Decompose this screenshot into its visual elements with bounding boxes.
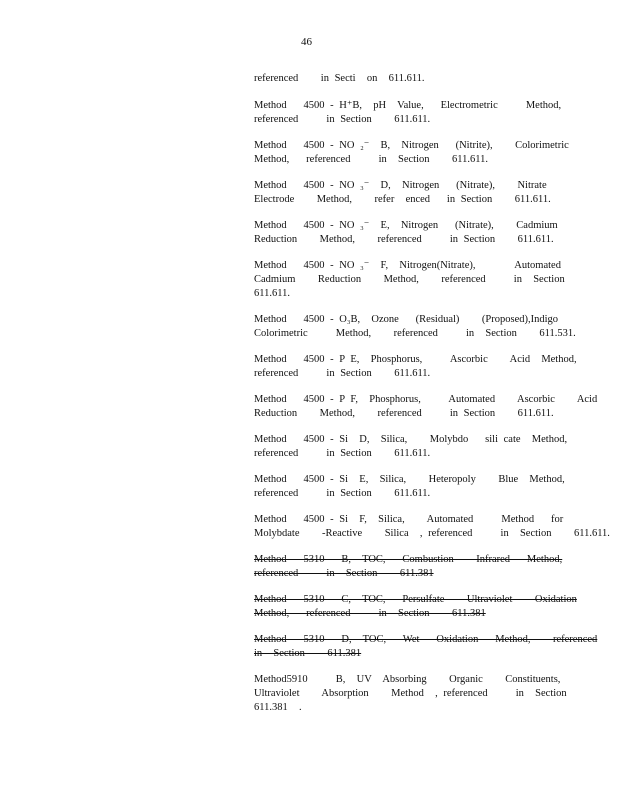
- method-entry: [254, 99, 562, 127]
- method-entry: [254, 72, 536, 86]
- entry-line: Method, referenced in Section 611.611.: [254, 154, 488, 165]
- method-entry: [254, 313, 576, 341]
- entry-line: Method 4500 - P E, Phosphorus, Ascorbic Acid Method,: [254, 354, 577, 365]
- entry-line: Method 5310 D, TOC, Wet Oxidation Method, referenced: [254, 634, 598, 645]
- struck-method-entry: [254, 633, 598, 661]
- entry-line: Ultraviolet Absorption Method , referenced in Section: [254, 688, 567, 699]
- struck-method-entry: [254, 553, 563, 581]
- entry-line: Method 4500 - NO ₃⁻ E, Nitrogen (Nitrate), Cadmium: [254, 220, 558, 231]
- method-entry: [254, 219, 558, 247]
- entry-line: Method 4500 - H⁺B, pH Value, Electrometric Method,: [254, 100, 562, 111]
- entry-line: Method 4500 - NO ₂⁻ B, Nitrogen (Nitrite), Colorimetric: [254, 140, 569, 151]
- document-body: [254, 72, 610, 715]
- entry-line: Method, referenced in Section 611.381: [254, 608, 486, 619]
- entry-line: Electrode Method, refer enced in Section 611.611.: [254, 194, 551, 205]
- entry-line: referenced in Section 611.611.: [254, 114, 431, 125]
- entry-line: Cadmium Reduction Method, referenced in Section: [254, 274, 565, 285]
- entry-line: referenced in Section 611.611.: [254, 368, 431, 379]
- entry-line: Molybdate -Reactive Silica , referenced in Section 611.611.: [254, 528, 610, 539]
- entry-line: Method 4500 - Si F, Silica, Automated Method for: [254, 514, 564, 525]
- entry-line: Method 4500 - O₃B, Ozone (Residual) (Proposed),Indigo: [254, 314, 559, 325]
- entry-line: Method 4500 - Si E, Silica, Heteropoly Blue Method,: [254, 474, 565, 485]
- method-entry: [254, 433, 568, 461]
- entry-line: Method 4500 - NO ₃⁻ D, Nitrogen (Nitrate), Nitrate: [254, 180, 547, 191]
- method-entry: [254, 179, 551, 207]
- method-entry: [254, 259, 565, 301]
- entry-line: referenced in Secti on 611.611.: [254, 73, 425, 84]
- method-entry: [254, 513, 610, 541]
- method-entry: [254, 673, 567, 715]
- method-entry: [254, 139, 569, 167]
- entry-line: in Section 611.381: [254, 648, 362, 659]
- entry-line: referenced in Section 611.381: [254, 568, 434, 579]
- entry-line: Method 5310 B, TOC, Combustion Infrared Method,: [254, 554, 563, 565]
- entry-line: referenced in Section 611.611.: [254, 448, 431, 459]
- entry-line: Method 4500 - NO ₃⁻ F, Nitrogen(Nitrate), Automated: [254, 260, 561, 271]
- entry-line: Reduction Method, referenced in Section 611.611.: [254, 408, 554, 419]
- page-number: 46: [301, 36, 312, 48]
- method-entry: [254, 473, 565, 501]
- method-entry: [254, 393, 598, 421]
- struck-method-entry: [254, 593, 577, 621]
- entry-line: referenced in Section 611.611.: [254, 488, 431, 499]
- entry-line: Method5910 B, UV Absorbing Organic Constituents,: [254, 674, 561, 685]
- entry-line: Method 4500 - P F, Phosphorus, Automated Ascorbic Acid: [254, 394, 598, 405]
- entry-line: 611.611.: [254, 288, 290, 299]
- entry-line: Method 5310 C, TOC, Persulfate Ultraviolet Oxidation: [254, 594, 577, 605]
- entry-line: Colorimetric Method, referenced in Section 611.531.: [254, 328, 576, 339]
- method-entry: [254, 353, 577, 381]
- entry-line: 611.381 .: [254, 702, 302, 713]
- entry-line: Method 4500 - Si D, Silica, Molybdo sili cate Method,: [254, 434, 568, 445]
- entry-line: Reduction Method, referenced in Section 611.611.: [254, 234, 554, 245]
